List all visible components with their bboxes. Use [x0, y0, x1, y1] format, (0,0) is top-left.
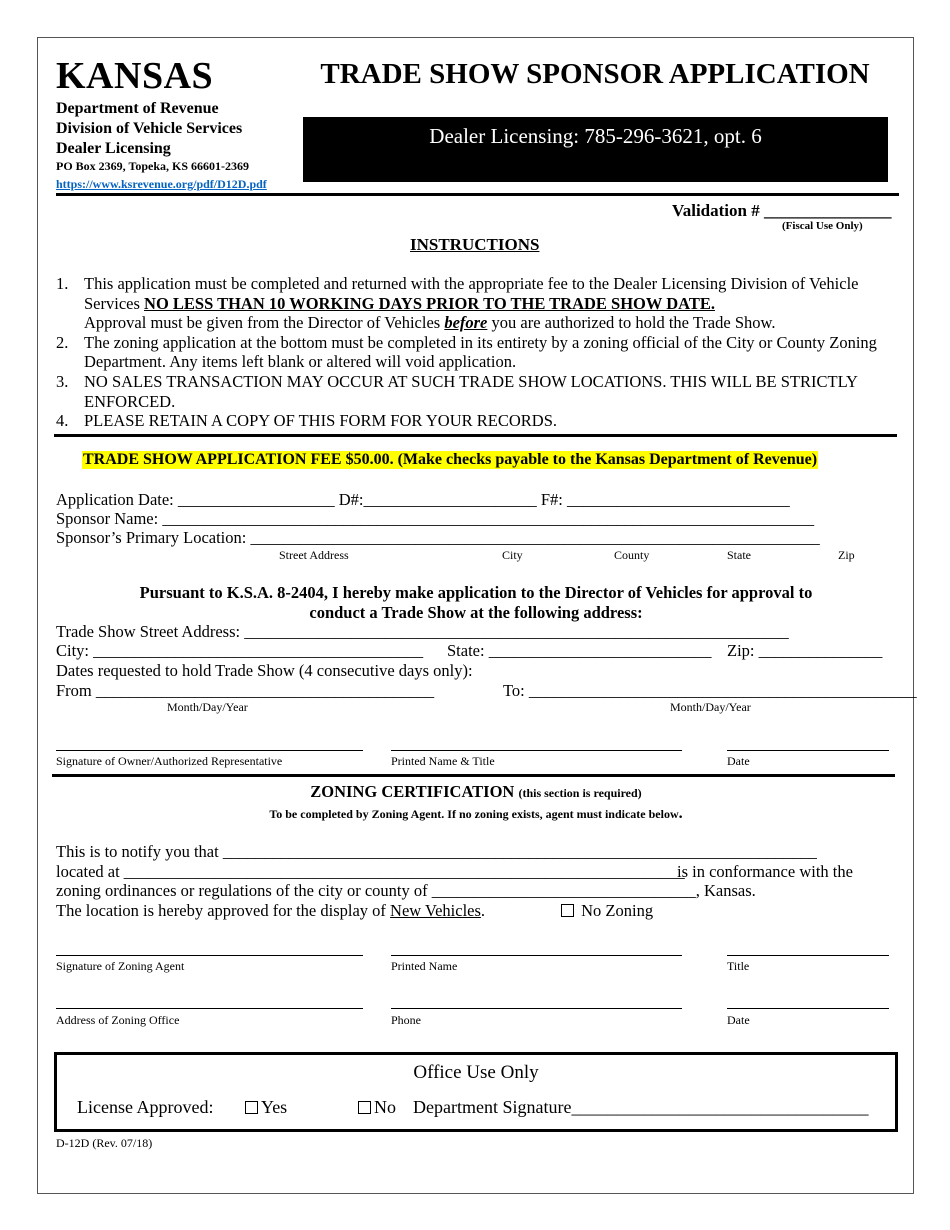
dept-address: PO Box 2369, Topeka, KS 66601-2369: [56, 159, 250, 173]
fiscal-note: (Fiscal Use Only): [782, 220, 863, 232]
yes-checkbox[interactable]: Yes: [245, 1097, 287, 1118]
conformance-text: is in conformance with the: [677, 862, 853, 881]
validation-field[interactable]: Validation # _______________: [672, 201, 892, 220]
dept-line: Dealer Licensing: [56, 140, 171, 157]
zoning-printed-name-label: Printed Name: [391, 959, 458, 973]
sponsor-location-field[interactable]: Sponsor’s Primary Location: _____________________________________________________________________: [56, 528, 820, 547]
printed-name-label: Printed Name & Title: [391, 754, 495, 768]
instruction-item: 4. PLEASE RETAIN A COPY OF THIS FORM FOR YOUR RECORDS.: [56, 411, 557, 431]
zoning-title: ZONING CERTIFICATION (this section is required): [310, 782, 642, 801]
pursuant-statement: Pursuant to K.S.A. 8-2404, I hereby make application to the Director of Vehicles for approval to conduct a Trade Show at the following address:: [139, 583, 813, 622]
sublabel-street: Street Address: [279, 548, 349, 562]
no-zoning-checkbox[interactable]: No Zoning: [561, 901, 653, 921]
owner-signature-line[interactable]: [56, 750, 363, 751]
state-name: KANSAS: [56, 55, 214, 97]
sublabel-zip: Zip: [838, 548, 855, 562]
zoning-rule: [52, 774, 895, 777]
zoning-office-address-label: Address of Zoning Office: [56, 1013, 180, 1027]
checkbox-icon[interactable]: [358, 1101, 371, 1114]
application-date-row[interactable]: Application Date: ___________________ D#:_____________________ F#: ___________________________: [56, 490, 790, 509]
sublabel-state: State: [727, 548, 751, 562]
form-revision: D-12D (Rev. 07/18): [56, 1136, 153, 1150]
date-label: Date: [727, 754, 750, 768]
show-state-field[interactable]: State: ___________________________: [447, 641, 712, 660]
form-title: TRADE SHOW SPONSOR APPLICATION: [320, 58, 870, 90]
zoning-title-label: Title: [727, 959, 750, 973]
form-url-link[interactable]: https://www.ksrevenue.org/pdf/D12D.pdf: [56, 177, 267, 191]
sublabel-county: County: [614, 548, 650, 562]
to-format-label: Month/Day/Year: [670, 700, 751, 714]
show-street-field[interactable]: Trade Show Street Address: __________________________________________________________________: [56, 622, 789, 641]
city-county-field[interactable]: zoning ordinances or regulations of the city or county of ________________________________, Kansas.: [56, 881, 756, 900]
office-use-box: [54, 1052, 898, 1132]
owner-signature-label: Signature of Owner/Authorized Representative: [56, 754, 283, 768]
dept-line: Division of Vehicle Services: [56, 120, 243, 137]
instruction-item: 1. This application must be completed and returned with the appropriate fee to the Dealer Licensing Division of Vehicle Services NO LESS THAN 10 WORKING DAYS PRIOR TO THE TRADE SHOW DATE. Approval must be given from the Director of Vehicles before you are authorized to hold the Trade Show.: [56, 274, 859, 333]
sublabel-city: City: [502, 548, 523, 562]
date-line[interactable]: [727, 750, 889, 751]
zoning-subtitle: To be completed by Zoning Agent. If no zoning exists, agent must indicate below.: [269, 805, 683, 822]
instruction-item: 2. The zoning application at the bottom must be completed in its entirety by a zoning official of the City or County Zoning Department. Any items left blank or altered will void application.: [56, 332, 877, 372]
checkbox-icon[interactable]: [561, 904, 574, 917]
sponsor-name-field[interactable]: Sponsor Name: _______________________________________________________________________________: [56, 509, 815, 528]
checkbox-icon[interactable]: [245, 1101, 258, 1114]
show-zip-field[interactable]: Zip: _______________: [727, 641, 883, 660]
department-signature-field[interactable]: Department Signature_________________________________: [413, 1097, 869, 1117]
zoning-printed-name-line[interactable]: [391, 955, 682, 956]
dept-line: Department of Revenue: [56, 100, 219, 117]
instructions-rule: [54, 434, 897, 437]
printed-name-line[interactable]: [391, 750, 682, 751]
dates-label: Dates requested to hold Trade Show (4 consecutive days only):: [56, 661, 473, 680]
license-approved-label: License Approved:: [77, 1097, 214, 1117]
fee-notice: TRADE SHOW APPLICATION FEE $50.00. (Make checks payable to the Kansas Department of Revenue): [83, 451, 818, 468]
zoning-phone-label: Phone: [391, 1013, 421, 1027]
zoning-title-line[interactable]: [727, 955, 889, 956]
instructions-list: [56, 274, 901, 431]
approval-statement: The location is hereby approved for the display of New Vehicles.: [56, 901, 486, 920]
from-date-field[interactable]: From _________________________________________: [56, 681, 435, 700]
from-format-label: Month/Day/Year: [167, 700, 248, 714]
department-block: [56, 99, 267, 194]
zoning-date-line[interactable]: [727, 1008, 889, 1009]
show-city-field[interactable]: City: ________________________________________: [56, 641, 424, 660]
header-rule: [56, 193, 899, 196]
instruction-item: 3. NO SALES TRANSACTION MAY OCCUR AT SUCH TRADE SHOW LOCATIONS. THIS WILL BE STRICTLY ENFORCED.: [56, 371, 858, 411]
located-at-field[interactable]: located at ____________________________________________________________________: [56, 862, 685, 881]
to-date-field[interactable]: To: _______________________________________________: [503, 681, 917, 700]
no-checkbox[interactable]: No: [358, 1097, 396, 1118]
zoning-date-label: Date: [727, 1013, 750, 1027]
office-use-title: Office Use Only: [413, 1062, 539, 1083]
notify-field[interactable]: This is to notify you that ________________________________________________________________________: [56, 842, 817, 861]
phone-banner: Dealer Licensing: 785-296-3621, opt. 6: [303, 117, 888, 182]
zoning-office-address-line[interactable]: [56, 1008, 363, 1009]
instructions-heading: INSTRUCTIONS: [410, 235, 540, 254]
zoning-agent-signature-label: Signature of Zoning Agent: [56, 959, 185, 973]
zoning-phone-line[interactable]: [391, 1008, 682, 1009]
zoning-agent-signature-line[interactable]: [56, 955, 363, 956]
